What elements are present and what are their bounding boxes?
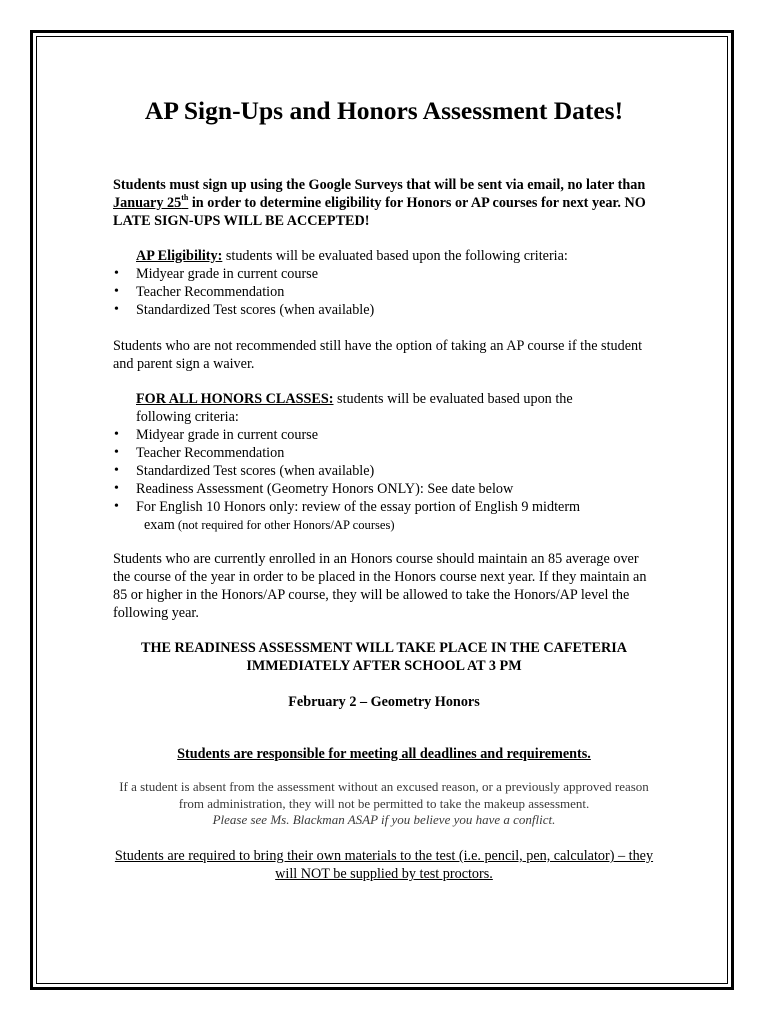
list-item-text: Teacher Recommendation — [136, 284, 285, 300]
readiness-location-line-1: THE READINESS ASSESSMENT WILL TAKE PLACE IN THE CAFETERIA — [141, 640, 627, 656]
ap-criteria-list — [114, 265, 636, 319]
bullet-icon: • — [114, 499, 119, 514]
list-item-text: Midyear grade in current course — [136, 427, 318, 443]
intro-text-1: Students must sign up using the Google Surveys that will be sent via email, no later than — [113, 177, 646, 193]
assessment-date: February 2 – Geometry Honors — [288, 694, 480, 710]
readiness-location-line-2: IMMEDIATELY AFTER SCHOOL AT 3 PM — [246, 658, 522, 674]
bullet-icon: • — [114, 284, 119, 299]
bullet-icon: • — [114, 302, 119, 317]
honors-text: students will be evaluated based upon the following criteria: — [136, 391, 573, 425]
bullet-icon: • — [114, 481, 119, 496]
honors-heading: FOR ALL HONORS CLASSES: — [136, 391, 334, 407]
absence-policy — [113, 779, 655, 829]
intro-text-2: in order to determine eligibility for Honors or AP courses for next year. NO LATE SIGN-UPS WILL BE ACCEPTED! — [113, 195, 646, 229]
deadline-date: January 25 — [113, 195, 182, 211]
absence-policy-text: If a student is absent from the assessment without an excused reason, or a previously approved reason from administration, they will not be permitted to take the makeup assessment. — [119, 779, 649, 811]
list-item — [114, 265, 636, 283]
bullet-icon: • — [114, 427, 119, 442]
list-item — [114, 480, 616, 498]
list-item-text: Midyear grade in current course — [136, 266, 318, 282]
honors-maintain-note: Students who are currently enrolled in an Honors course should maintain an 85 average over the course of the year in order to be placed in the Honors course next year. If they maintain an 85 or higher in the Honors/AP course, they will be allowed to take the Honors/AP level the following year. — [113, 551, 647, 621]
list-item-text: For English 10 Honors only: review of the essay portion of English 9 midterm — [136, 499, 581, 515]
honors-criteria-list — [114, 426, 616, 534]
deadline-ordinal: th — [181, 193, 189, 203]
list-item-text: Teacher Recommendation — [136, 445, 285, 461]
ap-eligibility-text: students will be evaluated based upon the following criteria: — [222, 248, 568, 264]
list-item — [114, 426, 616, 444]
ap-eligibility-heading: AP Eligibility: — [136, 248, 223, 264]
waiver-note: Students who are not recommended still have the option of taking an AP course if the student and parent sign a waiver. — [113, 338, 643, 372]
list-item — [114, 444, 616, 462]
bullet-icon: • — [114, 463, 119, 478]
list-item — [114, 283, 636, 301]
bullet-icon: • — [114, 445, 119, 460]
list-item-text-cont: exam — [144, 517, 175, 533]
list-item-text: Standardized Test scores (when available) — [136, 463, 375, 479]
list-item-note: (not required for other Honors/AP courses) — [174, 518, 395, 532]
list-item — [114, 301, 636, 319]
ap-eligibility-section — [114, 247, 636, 319]
honors-section — [114, 390, 616, 534]
list-item-text: Readiness Assessment (Geometry Honors ONLY): See date below — [136, 481, 514, 497]
list-item-text: Standardized Test scores (when available) — [136, 302, 375, 318]
list-item — [114, 462, 616, 480]
honors-header — [136, 390, 616, 426]
ap-eligibility-header — [136, 247, 636, 265]
signup-instructions — [113, 176, 661, 230]
signup-deadline — [113, 195, 188, 211]
list-item — [114, 498, 636, 534]
conflict-contact-note: Please see Ms. Blackman ASAP if you believe you have a conflict. — [212, 812, 556, 827]
materials-notice: Students are required to bring their own materials to the test (i.e. pencil, pen, calculator) – they will NOT be supplied by test proctors. — [114, 848, 654, 882]
page-title: AP Sign-Ups and Honors Assessment Dates! — [144, 96, 624, 125]
responsibility-notice: Students are responsible for meeting all deadlines and requirements. — [177, 746, 591, 762]
bullet-icon: • — [114, 266, 119, 281]
